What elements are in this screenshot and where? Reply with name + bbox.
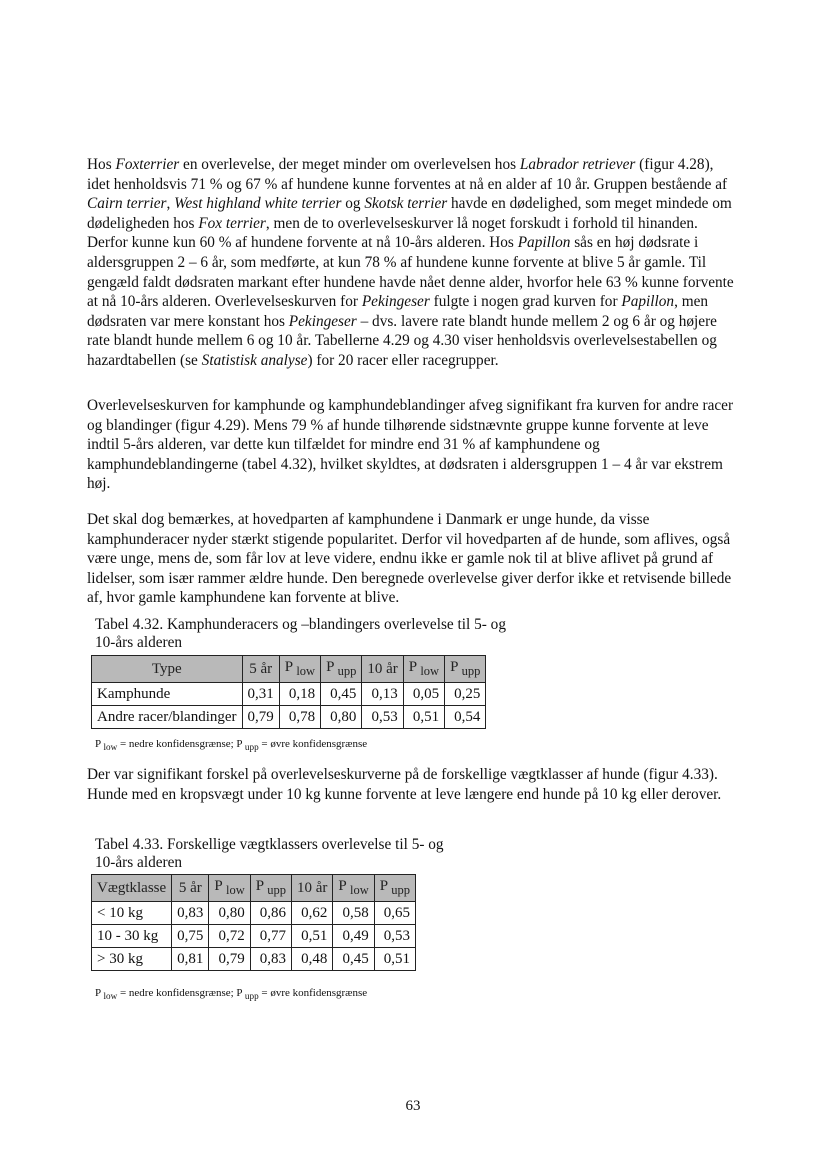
col-5-years: 5 år: [242, 656, 279, 683]
table-4-32-caption: Tabel 4.32. Kamphunderacers og –blandingers overlevelse til 5- og 10-års alderen: [95, 616, 506, 651]
italic-term: Foxterrier: [115, 156, 180, 173]
table-header-row: [92, 656, 486, 683]
text-run: en overlevelse, der meget minder om overlevelsen hos: [179, 156, 520, 173]
col-10-years: 10 år: [362, 656, 403, 683]
italic-term: West highland white terrier: [174, 195, 342, 213]
paragraph-terrier-survival: [87, 155, 735, 371]
text-run: havde en dødelighed, som meget mindede om dødeligheden hos: [87, 195, 732, 232]
text-run: – dvs. lavere rate blandt hunde mellem 2 og 6 år og højere rate blandt hunde mellem 6 og 10 år. Tabellerne 4.29 og 4.30 viser henholdsvis overlevelsestabellen og hazardtabellen (se: [87, 312, 717, 369]
text-run: Hos: [87, 156, 116, 173]
col-weight-class: Vægtklasse: [92, 875, 172, 902]
table-4-32-note: P $_{low}$ = nedre konfidensgrænse; P $_{upp}$ = øvre konfidensgrænse: [95, 738, 368, 753]
col-5-years: 5 år: [172, 875, 209, 902]
italic-term: Labrador retriever: [519, 156, 636, 173]
italic-term: Papillon: [517, 234, 571, 252]
table-row: 10 - 30 kg 0,75 0,72 0,77 0,51 0,49 0,53: [92, 925, 416, 948]
italic-term: Statistisk analyse: [201, 351, 308, 369]
text-run: ,: [166, 195, 175, 213]
table-4-32: [91, 655, 486, 729]
table-row: Kamphunde 0,31 0,18 0,45 0,13 0,05 0,25: [92, 683, 486, 706]
italic-term: Skotsk terrier: [364, 195, 448, 213]
col-p-low-5: P $_{low}$: [209, 875, 250, 902]
col-p-upp-10: P $_{upp}$: [445, 656, 486, 683]
table-row: > 30 kg 0,81 0,79 0,83 0,48 0,45 0,51: [92, 948, 416, 971]
col-p-low-5: P $_{low}$: [279, 656, 320, 683]
table-4-33-caption: Tabel 4.33. Forskellige vægtklassers overlevelse til 5- og 10-års alderen: [95, 836, 444, 871]
text-run: ) for 20 racer eller racegrupper.: [307, 351, 499, 369]
text-run: Overlevelseskurven for kamphunde og kamphundeblandinger afveg signifikant fra kurven for andre racer og blandinger (figur 4.29). Mens 79 % af hunde tilhørende sidstnævnte gruppe kunne forvente at leve indtil 5-års alderen, var dette kun tilfældet for mindre end 31 % af kamphundene og kamphundeblandingerne (tabel 4.32), hvilket skyldtes, at dødsraten i aldersgruppen 1 – 4 år var ekstrem høj.: [87, 397, 734, 493]
italic-term: Pekingeser: [361, 293, 430, 311]
table-row: Andre racer/blandinger 0,79 0,78 0,80 0,53 0,51 0,54: [92, 706, 486, 729]
text-run: , men de to overlevelseskurver lå noget forskudt i forhold til hinanden. Derfor kunne kun 60 % af hundene forvente at nå 10-års alderen. Hos: [87, 214, 698, 252]
table-4-33: [91, 874, 416, 971]
italic-term: Cairn terrier: [87, 195, 167, 213]
text-run: sås en høj dødsrate i aldersgruppen 2 – 6 år, som medførte, at kun 78 % af hundene kunne forvente at blive 5 år gamle. Til gengæld faldt dødsraten markant efter hundene havde nået denne alder, hvorfor hele 63 % kunne forvente at nå 10-års alderen. Overlevelseskurven for: [87, 234, 734, 311]
col-p-upp-10: P $_{upp}$: [374, 875, 415, 902]
text-run: Det skal dog bemærkes, at hovedparten af kamphundene i Danmark er unge hunde, da visse kamphunderacer nyder stærkt stigende popularitet. Derfor vil hovedparten af de hunde, som aflives, også være unge, mens de, som får lov at leve videre, endnu ikke er gamle nok til at blive aflivet på grund af lidelser, som især rammer ældre hunde. Den beregnede overlevelse giver derfor ikke et retvisende billede af, hvor gamle kamphundene kan forvente at blive.: [87, 511, 732, 607]
text-run: , men dødsraten var mere konstant hos: [87, 293, 709, 330]
italic-term: Pekingeser: [288, 312, 357, 330]
col-p-upp-5: P $_{upp}$: [321, 656, 362, 683]
col-type: Type: [92, 656, 243, 683]
table-4-33-note: P $_{low}$ = nedre konfidensgrænse; P $_{upp}$ = øvre konfidensgrænse: [95, 987, 368, 1002]
text-run: Der var signifikant forskel på overlevelseskurverne på de forskellige vægtklasser af hunde (figur 4.33). Hunde med en kropsvægt under 10 kg kunne forvente at leve længere end hunde på 10 kg eller derover.: [87, 766, 722, 803]
table-header-row: [92, 875, 416, 902]
col-p-upp-5: P $_{upp}$: [250, 875, 291, 902]
col-p-low-10: P $_{low}$: [403, 656, 444, 683]
page-number: 63: [405, 1098, 421, 1114]
text-run: (figur 4.28), idet henholdsvis 71 % og 67 % af hundene kunne forventes at nå en alder af 10 år. Gruppen bestående af: [87, 156, 728, 193]
table-row: < 10 kg 0,83 0,80 0,86 0,62 0,58 0,65: [92, 902, 416, 925]
paragraph-fighting-dogs: [87, 396, 735, 494]
text-run: fulgte i nogen grad kurven for: [429, 293, 622, 311]
text-run: og: [341, 195, 365, 213]
col-p-low-10: P $_{low}$: [333, 875, 374, 902]
paragraph-weight-classes: [87, 765, 735, 804]
italic-term: Fox terrier: [198, 214, 266, 232]
paragraph-note-young-dogs: [87, 510, 735, 608]
col-10-years: 10 år: [292, 875, 333, 902]
italic-term: Papillon: [621, 293, 675, 311]
